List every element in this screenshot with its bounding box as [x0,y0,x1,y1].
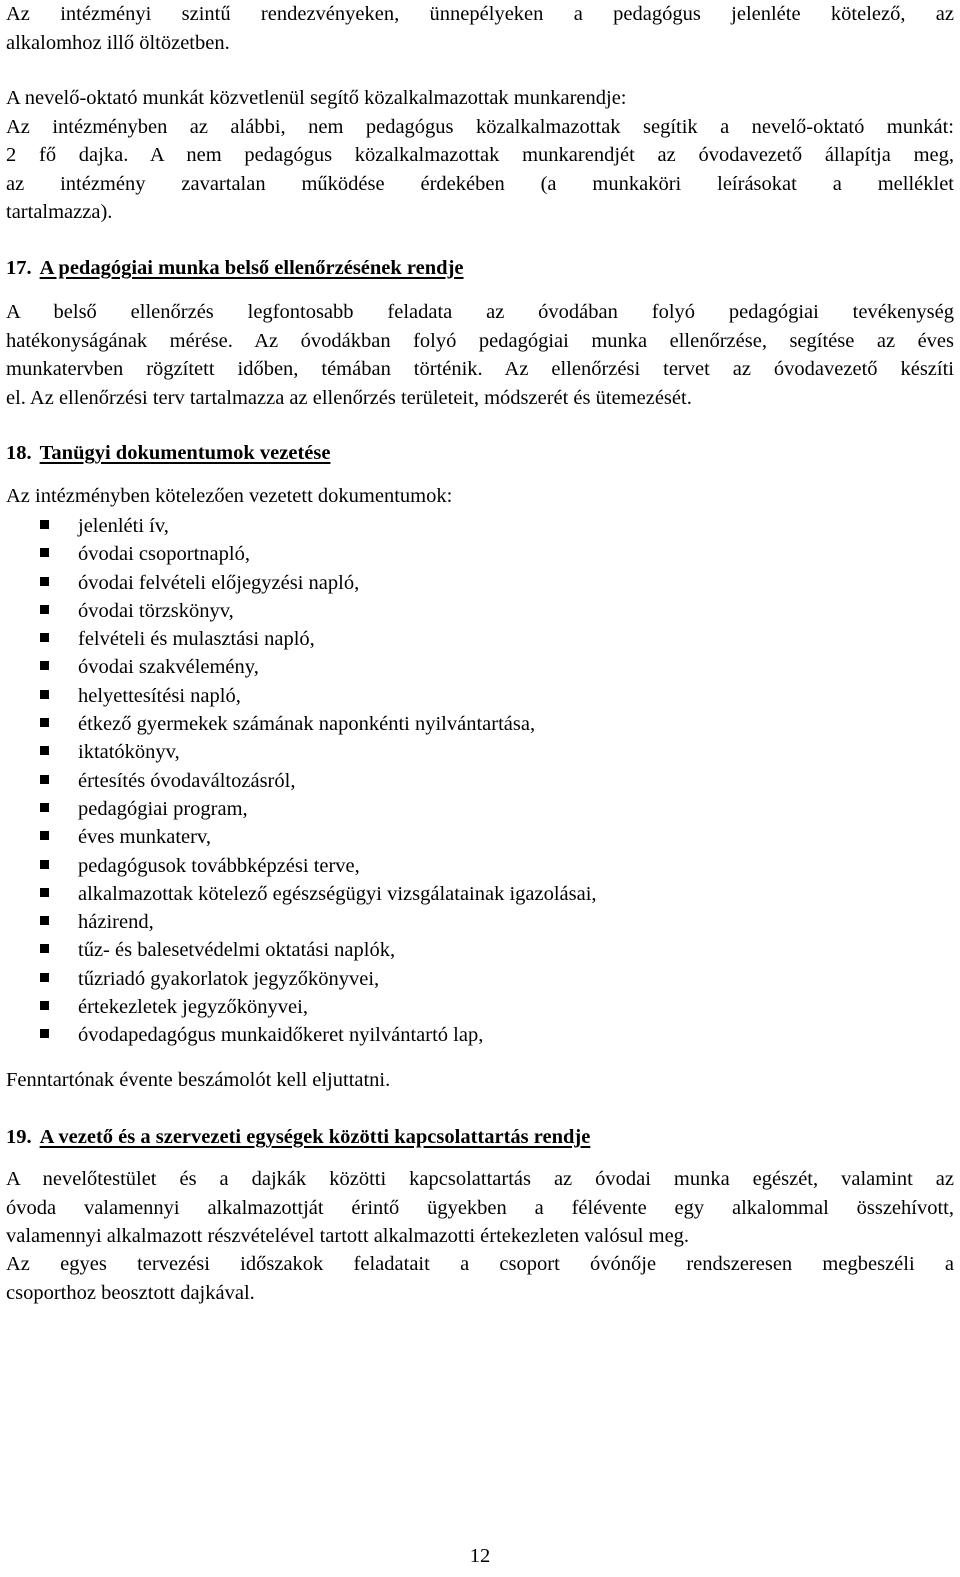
square-bullet-icon [40,605,49,614]
list-item [0,597,960,625]
text-line: munkatervben rögzített időben, témában történik. Az ellenőrzési tervet az óvodavezető készíti [6,358,954,380]
square-bullet-icon [40,973,49,982]
list-item [0,738,960,766]
list-item-text: óvodai csoportnapló, [78,543,250,566]
list-item-text: felvételi és mulasztási napló, [78,628,315,651]
section-19-paragraph-2 [6,1250,954,1307]
list-item-text: pedagógusok továbbképzési terve, [78,854,360,877]
list-item [0,682,960,710]
square-bullet-icon [40,775,49,784]
text-line: valamennyi alkalmazott részvételével tartott alkalmazotti értekezleten valósul meg. [6,1225,690,1247]
list-item [0,936,960,964]
list-item-text: értesítés óvodaváltozásról, [78,769,296,792]
list-item [0,823,960,851]
list-item [0,965,960,993]
section-number: 19. [6,1126,32,1148]
list-item-text: tűzriadó gyakorlatok jegyzőkönyvei, [78,967,380,990]
section-18-heading [6,439,330,468]
list-item [0,795,960,823]
list-item-text: óvodapedagógus munkaidőkeret nyilvántartó lap, [78,1024,484,1047]
square-bullet-icon [40,520,49,529]
square-bullet-icon [40,718,49,727]
section-19-paragraph-1 [6,1165,954,1251]
square-bullet-icon [40,831,49,840]
list-item-text: óvodai szakvélemény, [78,656,259,679]
list-item [0,852,960,880]
list-item-text: óvodai felvételi előjegyzési napló, [78,571,360,594]
text-line: A nevelőtestület és a dajkák közötti kapcsolattartás az óvodai munka egészét, valamint az [6,1168,954,1190]
list-item [0,569,960,597]
text-line: hatékonyságának mérése. Az óvodákban folyó pedagógiai munka ellenőrzése, segítése az éves [6,329,954,352]
text-line: csoporthoz beosztott dajkával. [6,1281,255,1304]
text-line: Az egyes tervezési időszakok feladatait a csoport óvónője rendszeresen megbeszéli a [6,1253,954,1275]
list-item [0,880,960,908]
list-item-text: házirend, [78,911,154,934]
text-line: alkalomhoz illő öltözetben. [6,31,230,54]
square-bullet-icon [40,633,49,642]
square-bullet-icon [40,803,49,812]
square-bullet-icon [40,661,49,670]
list-item [0,625,960,653]
list-item-text: helyettesítési napló, [78,684,241,707]
square-bullet-icon [40,690,49,699]
list-item-text: értekezletek jegyzőkönyvei, [78,996,308,1019]
section-number: 18. [6,442,32,464]
section-19-heading [6,1123,590,1152]
list-item-text: éves munkaterv, [78,826,212,849]
section-title: Tanügyi dokumentumok vezetése [39,442,331,464]
list-item [0,1021,960,1049]
square-bullet-icon [40,746,49,755]
list-item [0,767,960,795]
list-item [0,908,960,936]
page-number: 12 [469,1545,491,1567]
square-bullet-icon [40,916,49,925]
section-title: A vezető és a szervezeti egységek közötti kapcsolattartás rendje [39,1126,591,1148]
square-bullet-icon [40,548,49,557]
text-line: A belső ellenőrzés legfontosabb feladata az óvodában folyó pedagógiai tevékenység [6,301,954,323]
square-bullet-icon [40,860,49,869]
document-list [0,512,960,1050]
text-line: tartalmazza). [6,201,113,223]
list-item [0,993,960,1021]
text-line: 2 fő dajka. A nem pedagógus közalkalmazottak munkarendjét az óvodavezető állapítja meg, [6,144,954,166]
section-18-closing: Fenntartónak évente beszámolót kell eljuttatni. [6,1069,391,1091]
square-bullet-icon [40,888,49,897]
intro-paragraph-2 [6,84,954,227]
list-item-text: tűz- és balesetvédelmi oktatási naplók, [78,939,396,962]
list-item [0,710,960,738]
list-item [0,540,960,568]
section-title: A pedagógiai munka belső ellenőrzésének rendje [39,257,464,279]
section-17-body [6,298,954,412]
list-item [0,512,960,540]
list-item-text: alkalmazottak kötelező egészségügyi vizsgálatainak igazolásai, [78,882,597,905]
section-number: 17. [6,257,32,279]
square-bullet-icon [40,1029,49,1038]
list-item-text: jelenléti ív, [78,515,169,537]
text-line: óvoda valamennyi alkalmazottját érintő ügyekben a félévente egy alkalommal összehívott, [6,1196,954,1219]
list-item-text: pedagógiai program, [78,797,248,820]
section-17-heading [6,254,464,283]
text-line: Az intézményben az alábbi, nem pedagógus közalkalmazottak segítik a nevelő-oktató munkát: [6,115,954,138]
list-item-text: óvodai törzskönyv, [78,599,234,622]
list-item-text: iktatókönyv, [78,741,180,764]
intro-paragraph-1 [6,0,954,57]
text-line: Az intézményi szintű rendezvényeken, ünnepélyeken a pedagógus jelenléte kötelező, az [6,3,954,25]
square-bullet-icon [40,577,49,586]
text-line: A nevelő-oktató munkát közvetlenül segítő közalkalmazottak munkarendje: [6,87,627,109]
text-line: el. Az ellenőrzési terv tartalmazza az ellenőrzés területeit, módszerét és ütemezését. [6,386,692,409]
section-18-intro: Az intézményben kötelezően vezetett dokumentumok: [6,485,453,507]
square-bullet-icon [40,944,49,953]
square-bullet-icon [40,1001,49,1010]
list-item [0,653,960,681]
list-item-text: étkező gyermekek számának naponkénti nyilvántartása, [78,713,536,736]
text-line: az intézmény zavartalan működése érdekében (a munkaköri leírásokat a melléklet [6,172,954,195]
